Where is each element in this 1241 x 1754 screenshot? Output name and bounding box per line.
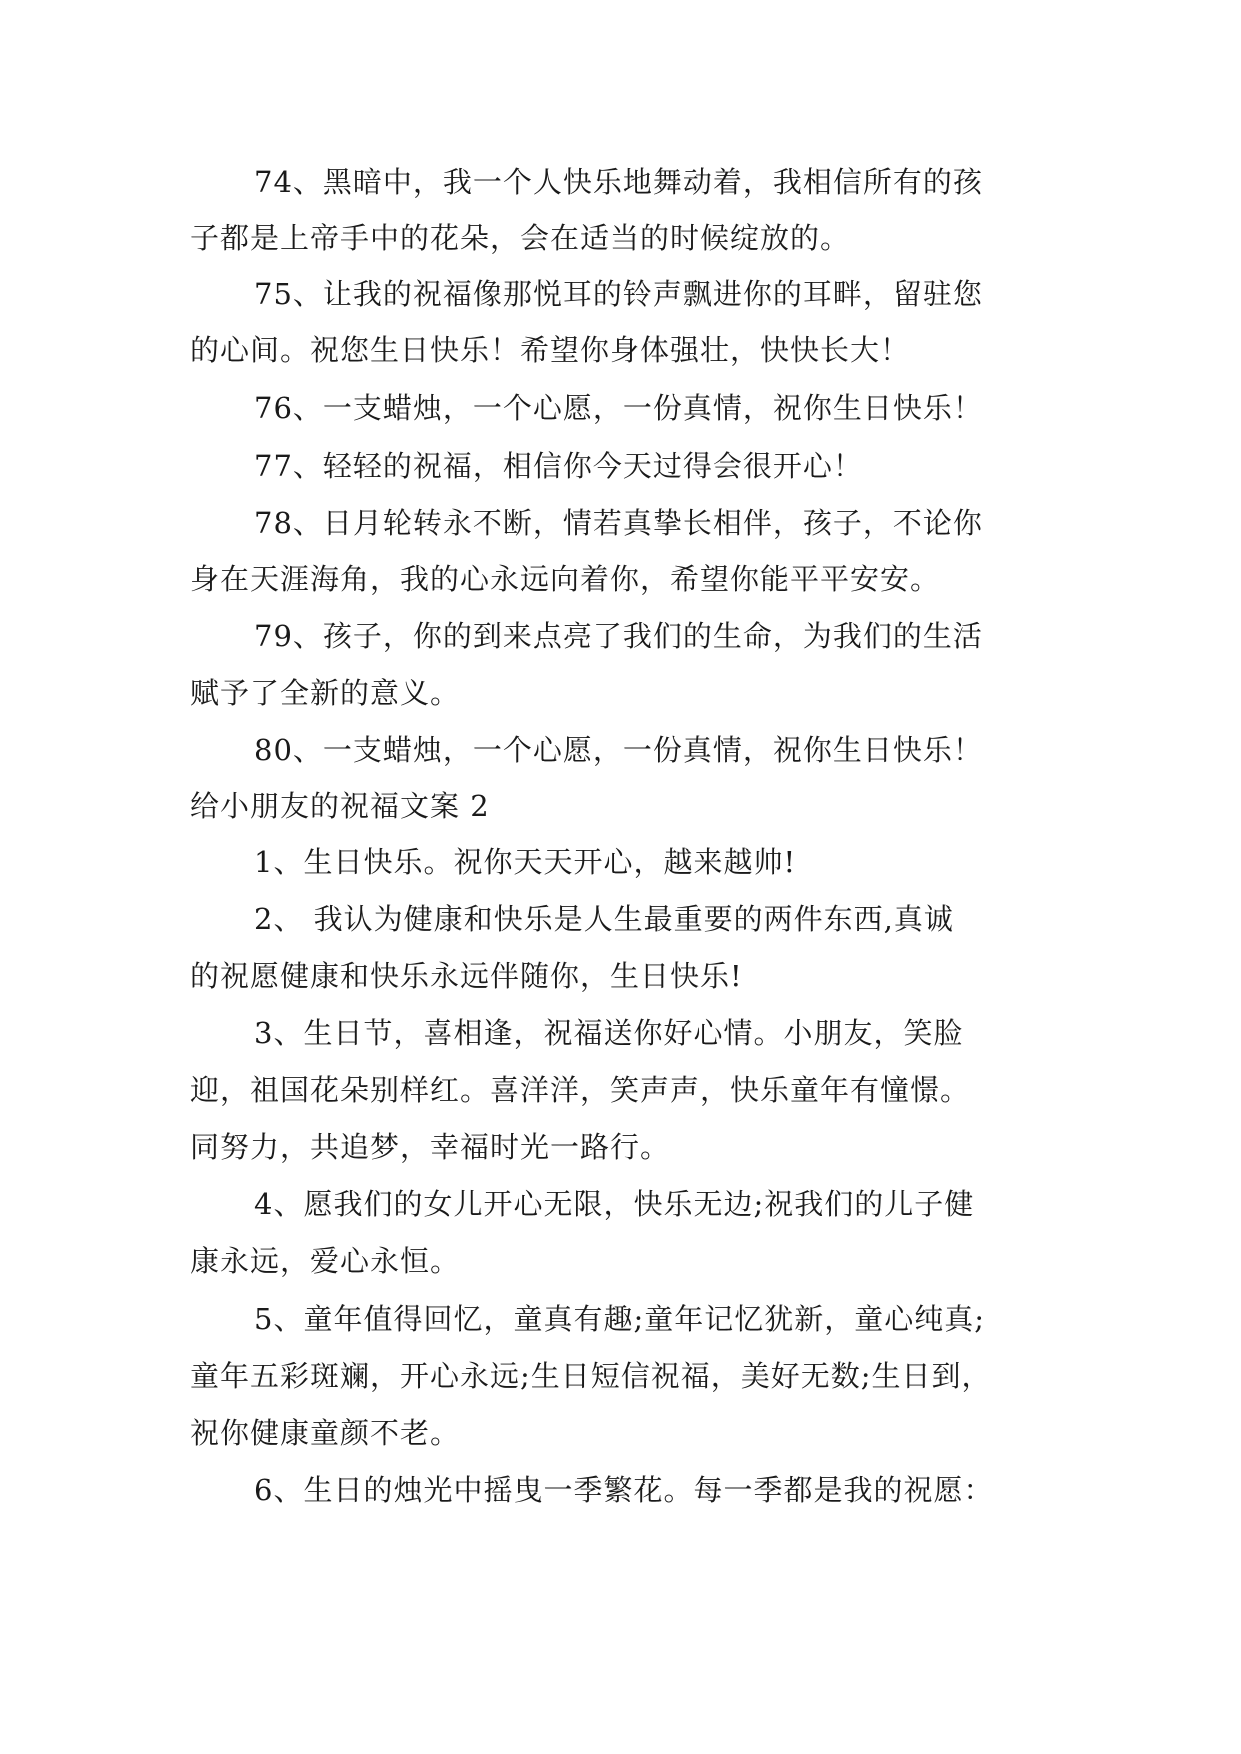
text-line: 身在天涯海角，我的心永远向着你，希望你能平平安安。 — [190, 562, 941, 596]
text-line: 祝你健康童颜不老。 — [190, 1416, 461, 1450]
text-line: 75、让我的祝福像那悦耳的铃声飘进你的耳畔，留驻您 — [254, 277, 983, 311]
text-line: 1、生日快乐。祝你天天开心，越来越帅! — [254, 845, 797, 879]
text-line: 童年五彩斑斓，开心永远;生日短信祝福，美好无数;生日到， — [190, 1359, 992, 1393]
text-line: 迎，祖国花朵别样红。喜洋洋，笑声声，快乐童年有憧憬。 — [190, 1073, 971, 1107]
text-line: 78、日月轮转永不断，情若真挚长相伴，孩子，不论你 — [254, 506, 983, 540]
text-line: 4、愿我们的女儿开心无限，快乐无边;祝我们的儿子健 — [254, 1187, 975, 1221]
text-line: 康永远，爱心永恒。 — [190, 1244, 461, 1278]
text-line: 赋予了全新的意义。 — [190, 676, 461, 710]
text-line: 74、黑暗中，我一个人快乐地舞动着，我相信所有的孩 — [254, 165, 983, 199]
text-line: 80、一支蜡烛，一个心愿，一份真情，祝你生日快乐！ — [254, 733, 983, 767]
text-line: 79、孩子，你的到来点亮了我们的生命，为我们的生活 — [254, 619, 983, 653]
text-line: 6、生日的烛光中摇曳一季繁花。每一季都是我的祝愿： — [254, 1473, 994, 1507]
text-line: 的心间。祝您生日快乐！希望你身体强壮，快快长大！ — [190, 333, 911, 367]
text-line: 的祝愿健康和快乐永远伴随你，生日快乐! — [190, 959, 743, 993]
text-line: 同努力，共追梦，幸福时光一路行。 — [190, 1130, 671, 1164]
section-heading: 给小朋友的祝福文案 2 — [190, 789, 490, 823]
text-line: 2、 我认为健康和快乐是人生最重要的两件东西,真诚 — [254, 902, 954, 936]
text-line: 5、童年值得回忆，童真有趣;童年记忆犹新，童心纯真; — [254, 1302, 985, 1336]
text-line: 子都是上帝手中的花朵，会在适当的时候绽放的。 — [190, 221, 851, 255]
text-line: 3、生日节，喜相逢，祝福送你好心情。小朋友，笑脸 — [254, 1016, 964, 1050]
text-line: 76、一支蜡烛，一个心愿，一份真情，祝你生日快乐！ — [254, 391, 983, 425]
text-line: 77、轻轻的祝福，相信你今天过得会很开心！ — [254, 449, 863, 483]
